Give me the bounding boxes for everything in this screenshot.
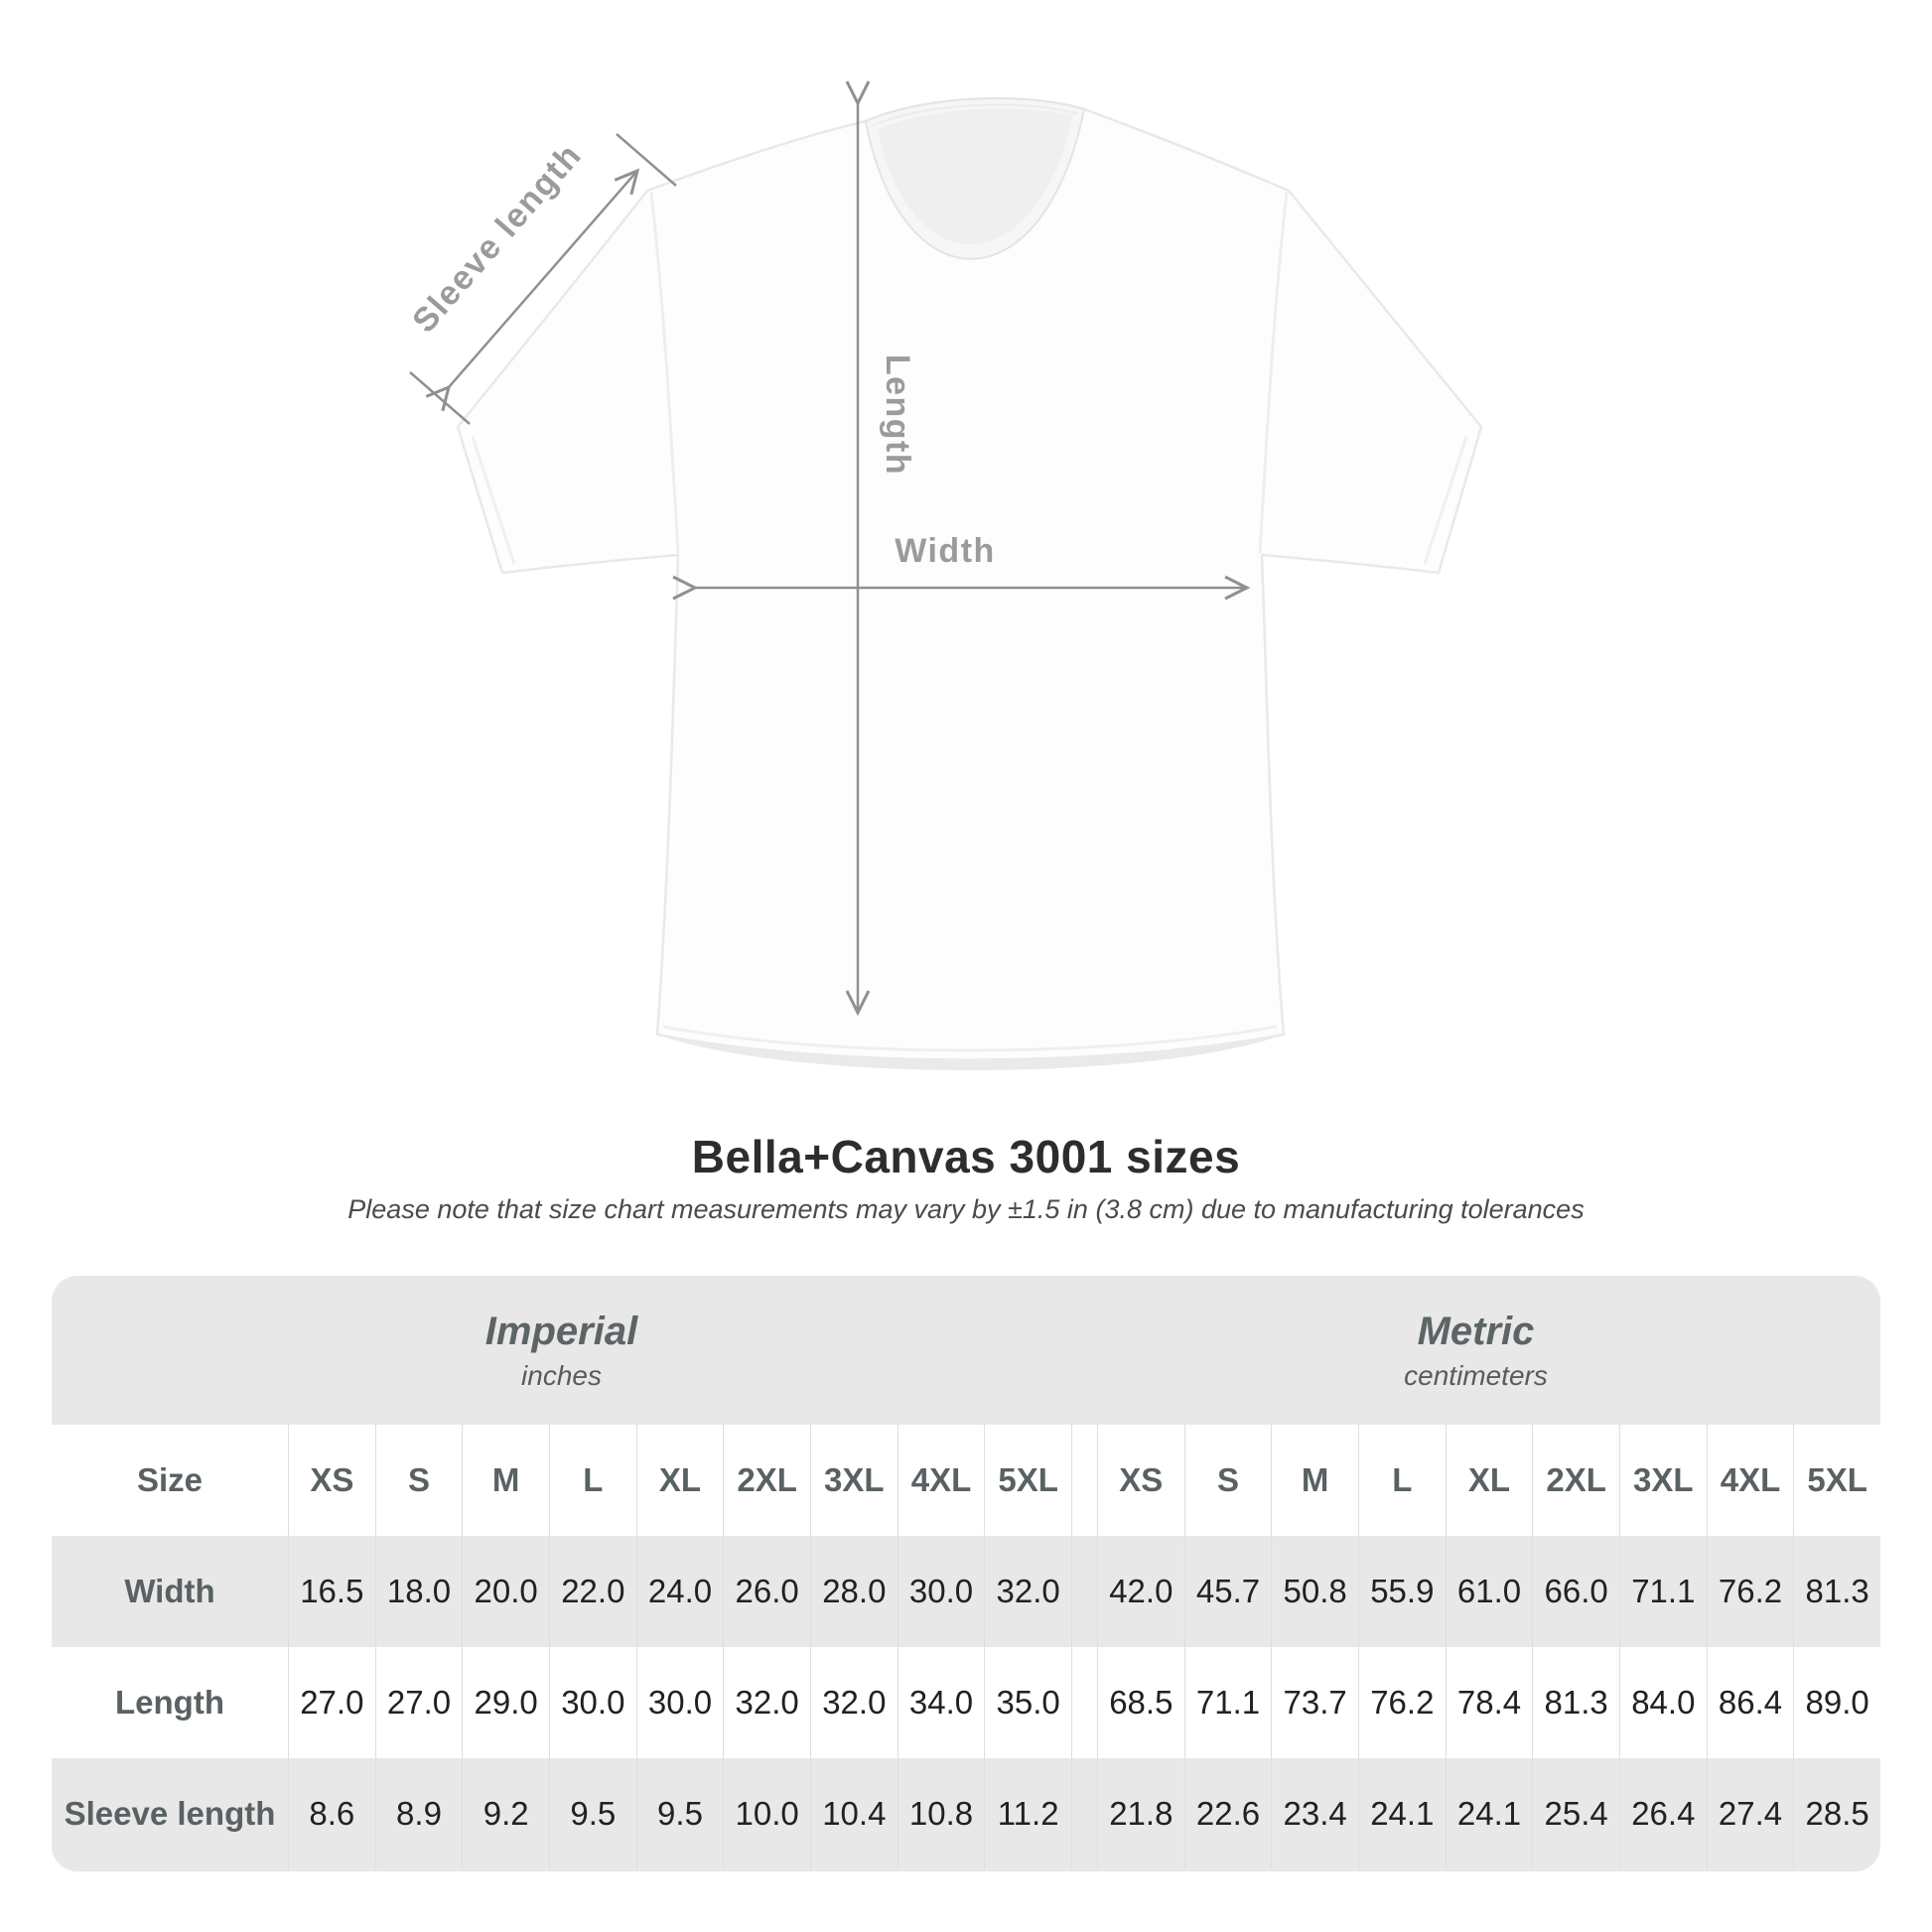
size-column-header: 4XL [1707, 1425, 1794, 1536]
row-label: Length [115, 1684, 224, 1721]
imperial-unit-label: inches [521, 1359, 602, 1391]
value-cell: 81.3 [1793, 1536, 1880, 1647]
table-row [52, 1758, 1880, 1869]
width-label: Width [895, 532, 996, 570]
size-column-header: M [462, 1425, 549, 1536]
value-cell: 24.1 [1358, 1758, 1446, 1869]
size-table [52, 1276, 1880, 1871]
value-cell: 9.5 [636, 1758, 724, 1869]
value-cell: 71.1 [1619, 1536, 1707, 1647]
value-cell: 89.0 [1793, 1647, 1880, 1758]
page-title: Bella+Canvas 3001 sizes [691, 1131, 1241, 1182]
size-column-header: XL [636, 1425, 724, 1536]
size-corner-label: Size [136, 1461, 204, 1498]
value-cell: 45.7 [1184, 1536, 1272, 1647]
value-cell: 27.0 [288, 1647, 375, 1758]
size-column-header: XS [1097, 1425, 1184, 1536]
value-cell: 11.2 [984, 1758, 1071, 1869]
size-column-header: 3XL [810, 1425, 897, 1536]
value-cell: 30.0 [897, 1536, 985, 1647]
row-label: Sleeve length [64, 1795, 276, 1832]
value-cell: 66.0 [1532, 1536, 1619, 1647]
size-column-header: 3XL [1619, 1425, 1707, 1536]
value-cell: 81.3 [1532, 1647, 1619, 1758]
unit-group-header-row [52, 1276, 1880, 1425]
value-cell: 9.5 [549, 1758, 636, 1869]
size-column-header: M [1271, 1425, 1358, 1536]
value-cell: 78.4 [1446, 1647, 1533, 1758]
size-column-header: 5XL [1793, 1425, 1880, 1536]
table-row [52, 1536, 1880, 1647]
value-cell: 27.0 [375, 1647, 463, 1758]
value-cell: 10.8 [897, 1758, 985, 1869]
table-row [52, 1647, 1880, 1758]
metric-label: Metric [1417, 1309, 1535, 1353]
value-cell: 8.6 [288, 1758, 375, 1869]
size-column-header: S [1184, 1425, 1272, 1536]
value-cell: 35.0 [984, 1647, 1071, 1758]
value-cell: 50.8 [1271, 1536, 1358, 1647]
value-cell: 27.4 [1707, 1758, 1794, 1869]
value-cell: 55.9 [1358, 1536, 1446, 1647]
size-header-row [52, 1425, 1880, 1536]
imperial-label: Imperial [484, 1309, 638, 1353]
value-cell: 71.1 [1184, 1647, 1272, 1758]
value-cell: 18.0 [375, 1536, 463, 1647]
table-body [52, 1536, 1880, 1869]
size-column-header: L [1358, 1425, 1446, 1536]
value-cell: 23.4 [1271, 1758, 1358, 1869]
value-cell: 9.2 [462, 1758, 549, 1869]
value-cell: 32.0 [984, 1536, 1071, 1647]
value-cell: 28.0 [810, 1536, 897, 1647]
value-cell: 20.0 [462, 1536, 549, 1647]
value-cell: 30.0 [636, 1647, 724, 1758]
value-cell: 26.4 [1619, 1758, 1707, 1869]
group-gap [1071, 1647, 1097, 1758]
size-column-header: XL [1446, 1425, 1533, 1536]
value-cell: 10.4 [810, 1758, 897, 1869]
group-gap [1071, 1425, 1097, 1536]
value-cell: 42.0 [1097, 1536, 1184, 1647]
size-column-header: S [375, 1425, 463, 1536]
value-cell: 68.5 [1097, 1647, 1184, 1758]
value-cell: 26.0 [723, 1536, 810, 1647]
value-cell: 28.5 [1793, 1758, 1880, 1869]
value-cell: 61.0 [1446, 1536, 1533, 1647]
tolerance-note: Please note that size chart measurements may vary by ±1.5 in (3.8 cm) due to manufacturing tolerances [347, 1194, 1585, 1224]
value-cell: 32.0 [810, 1647, 897, 1758]
metric-unit-label: centimeters [1404, 1359, 1548, 1391]
group-gap [1071, 1758, 1097, 1869]
value-cell: 16.5 [288, 1536, 375, 1647]
size-column-header: 2XL [1532, 1425, 1619, 1536]
size-column-header: 5XL [984, 1425, 1071, 1536]
value-cell: 30.0 [549, 1647, 636, 1758]
length-label: Length [879, 353, 916, 477]
size-column-header: 2XL [723, 1425, 810, 1536]
value-cell: 76.2 [1707, 1536, 1794, 1647]
size-column-header: L [549, 1425, 636, 1536]
group-gap [1071, 1536, 1097, 1647]
metric-group-header [1071, 1276, 1880, 1425]
value-cell: 22.0 [549, 1536, 636, 1647]
sleeve-length-label: Sleeve length [405, 136, 590, 341]
value-cell: 22.6 [1184, 1758, 1272, 1869]
value-cell: 76.2 [1358, 1647, 1446, 1758]
size-column-header: XS [288, 1425, 375, 1536]
value-cell: 84.0 [1619, 1647, 1707, 1758]
value-cell: 24.0 [636, 1536, 724, 1647]
value-cell: 25.4 [1532, 1758, 1619, 1869]
tshirt-body [458, 98, 1481, 1070]
size-column-header: 4XL [897, 1425, 985, 1536]
sleeve-length-end-tick [617, 134, 676, 186]
value-cell: 21.8 [1097, 1758, 1184, 1869]
value-cell: 10.0 [723, 1758, 810, 1869]
row-label: Width [124, 1573, 215, 1609]
value-cell: 29.0 [462, 1647, 549, 1758]
value-cell: 8.9 [375, 1758, 463, 1869]
sleeve-length-start-tick [410, 372, 470, 424]
value-cell: 86.4 [1707, 1647, 1794, 1758]
value-cell: 32.0 [723, 1647, 810, 1758]
value-cell: 34.0 [897, 1647, 985, 1758]
value-cell: 24.1 [1446, 1758, 1533, 1869]
value-cell: 73.7 [1271, 1647, 1358, 1758]
imperial-group-header [52, 1276, 1071, 1425]
